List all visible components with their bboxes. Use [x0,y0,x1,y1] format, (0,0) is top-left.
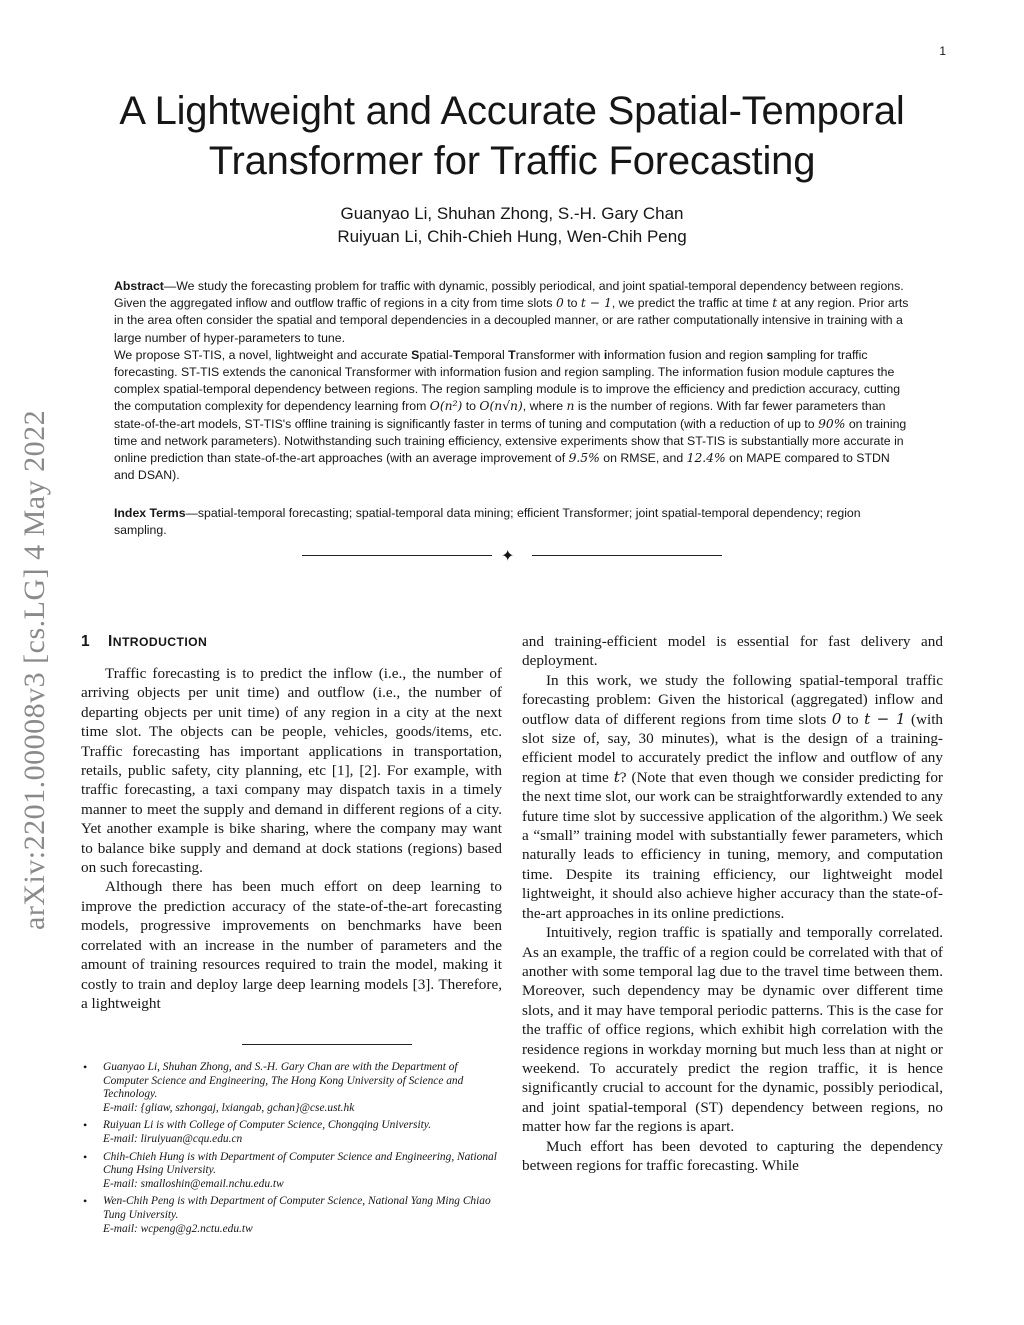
abstract-text: patial- [419,347,453,362]
footnote-email: E-mail: smalloshin@email.nchu.edu.tw [103,1177,284,1190]
math-inline: n [566,399,575,414]
footnote-text: Guanyao Li, Shuhan Zhong, and S.-H. Gary Chan are with the Department of Computer Science and Engineering, The Hong Kong University of Science and Technology. [103,1061,464,1101]
footnote-text: Wen-Chih Peng is with Department of Computer Science, National Yang Ming Chiao Tung University. [103,1195,491,1221]
body-text: (with slot size of, say, 30 minutes), what is the design of a training-efficient model to accurately predict the inflow and outflow of any region at time [522,710,944,786]
acronym-letter: S [411,347,420,362]
abstract-text: to [462,399,480,414]
body-text: In this work, we study the following spatial-temporal traffic forecasting problem: Given the historical (aggregated) inflow and outflow data of different regions from time slots [522,671,943,728]
acronym-letter: i [603,347,608,362]
math-inline: t [772,296,778,311]
acronym-letter: T [452,347,461,362]
math-inline: 12.4% [686,451,726,466]
abstract-text: nformation fusion and region [607,347,767,362]
footnote-item [81,1119,502,1146]
author-line: Ruiyuan Li, Chih-Chieh Hung, Wen-Chih Peng [337,227,687,246]
footnote-text: Chih-Chieh Hung is with Department of Computer Science and Engineering, National Chung Hsing University. [103,1150,497,1177]
abstract-text: on RMSE, and [599,451,687,466]
index-terms [114,505,912,539]
body-paragraph: Intuitively, region traffic is spatially and temporally correlated. As an example, the traffic of a region could be correlated with that of another with some temporal lag due to the travel time between them. Moreover, such dependency may be dynamic over different time slots, and it may have temporal periodic patterns. This is the case for the traffic of office regions, which exhibit high correlation with the residence regions in workday morning but much less than at night or weekend. To accurately predict the region traffic, it is hence significantly crucial to account for the dynamic, possibly periodical, and joint spatial-temporal (ST) dependency between regions, no matter how far the regions is apart. [522,924,943,1136]
math-inline: t [613,767,620,786]
footnote-rule [242,1044,412,1045]
body-paragraph: Although there has been much effort on deep learning to improve the prediction accuracy of the state-of-the-art forecasting models, progressive improvements on benchmarks have been correlated with an increase in the number of parameters and the amount of training resources required to train the model, making it costly to train and deploy large deep learning models [3]. Therefore, a lightweight [81,878,502,1012]
author-list [112,202,912,248]
abstract-text: , where [522,399,567,414]
footnote-email: E-mail: liruiyuan@cqu.edu.cn [103,1132,243,1145]
section-heading [81,632,502,652]
math-inline: t − 1 [580,296,612,311]
abstract-paragraph [114,347,912,485]
math-inline: t − 1 [864,709,906,728]
title-line: A Lightweight and Accurate Spatial-Temporal [119,89,905,133]
body-text: to [841,710,865,728]
footnote-email: E-mail: {gliaw, szhongaj, lxiangab, gchan}@cse.ust.hk [103,1101,355,1114]
abstract-text: is the number of regions. With far fewer parameters than state-of-the-art models, ST-TIS's offline training is significantly faster in terms of tuning and computation (with a reduction of up to [114,399,886,431]
bullet-icon: • [83,1149,88,1164]
body-paragraph: Much effort has been devoted to capturing the dependency between regions for traffic forecasting. While [522,1137,943,1174]
index-terms-text: —spatial-temporal forecasting; spatial-temporal data mining; efficient Transformer; joint spatial-temporal dependency; region sampling. [114,506,861,538]
bullet-icon: • [83,1118,88,1133]
divider-rule [302,555,492,556]
right-column [522,632,943,1175]
abstract-text: emporal [460,347,509,362]
abstract-text: ransformer with [515,347,604,362]
section-number: 1 [81,633,91,650]
bullet-icon: • [83,1060,88,1074]
page-number: 1 [939,44,946,58]
body-paragraph: and training-efficient model is essential for fast delivery and deployment. [522,633,943,670]
abstract-text: at any region. Prior arts in the area often consider the spatial and temporal dependencies in a decoupled manner, or are rather computationally intensive in training with a large number of hyper-parameters to tune. [114,296,909,345]
abstract-text: —We study the forecasting problem for traffic with dynamic, possibly periodical, and joint spatial-temporal dependency between regions. Given the aggregated inflow and outflow traffic of regions in a city from time slots [114,279,904,311]
footnote-item [81,1151,502,1192]
math-inline: 90% [818,416,846,431]
abstract-paragraph [114,278,912,347]
section-divider [302,546,722,564]
math-inline: 9.5% [568,451,600,466]
acronym-letter: s [766,347,774,362]
arxiv-identifier-stamp: arXiv:2201.00008v3 [cs.LG] 4 May 2022 [18,409,51,930]
math-inline: 0 [831,709,842,728]
math-inline: O(n√n) [479,399,523,414]
acronym-letter: T [508,347,516,362]
body-paragraph: Traffic forecasting is to predict the inflow (i.e., the number of arriving objects per unit time) and outflow (i.e., the number of departing objects per unit time) of any region in a city at the next time slot. The objects can be people, vehicles, goods/items, etc. Traffic forecasting has important applications in transportation, retails, public safety, city planning, etc [1], [2]. For example, with traffic forecasting, a taxi company may dispatch taxis in a timely manner to meet the supply and demand in different regions of a city. Yet another example is bike sharing, where the company may want to balance bike supply and demand at dock stations (regions) based on such forecasting. [81,665,502,877]
body-paragraph [522,671,943,923]
index-terms-label: Index Terms [114,506,186,520]
footnote-text: Ruiyuan Li is with College of Computer Science, Chongqing University. [103,1119,432,1132]
left-column [81,632,502,1013]
abstract-text: to [563,296,581,311]
math-inline: O(n²) [429,399,463,414]
abstract-text: on MAPE compared to STDN and DSAN). [114,451,890,483]
author-line: Guanyao Li, Shuhan Zhong, S.-H. Gary Chan [340,204,684,223]
footnote-item [81,1061,502,1115]
abstract-text: on training time and network parameters). Notwithstanding such training efficiency, extensive experiments show that ST-TIS is substantially more accurate in online prediction than state-of-the-art approaches (with an average improvement of [114,416,907,466]
bullet-icon: • [83,1194,88,1209]
footnote-item [81,1195,502,1236]
paper-title [60,86,964,186]
footnote-email: E-mail: wcpeng@g2.nctu.edu.tw [103,1222,253,1235]
diamond-ornament-icon: ✦ [501,546,515,565]
abstract [114,278,912,484]
author-affiliation-footnotes [81,1061,502,1240]
abstract-text: ampling for traffic forecasting. ST-TIS extends the canonical Transformer with information fusion and region sampling. The information fusion module captures the complex spatial-temporal dependency between regions. The region sampling module is to improve the efficiency and prediction accuracy, cutting the computation complexity for dependency learning from [114,347,901,414]
abstract-text: , we predict the traffic at time [611,296,773,311]
abstract-text: We propose ST-TIS, a novel, lightweight and accurate [114,347,412,362]
body-text: ? (Note that even though we consider predicting for the next time slot, our work can be straightforwardly extended to any future time slot by successive application of the algorithm.) We seek a “small” training model with substantially fewer parameters, which naturally leads to efficiency in tuning, memory, and computation time. Despite its training efficiency, our lightweight model lightweight, it should also achieve higher accuracy than the state-of-the-art approaches in its online predictions. [522,768,943,922]
abstract-label: Abstract [114,279,164,293]
section-title-rest: NTRODUCTION [112,635,208,649]
title-line: Transformer for Traffic Forecasting [208,139,816,183]
divider-rule [532,555,722,556]
section-title-initial: I [108,633,113,650]
math-inline: 0 [556,296,564,311]
